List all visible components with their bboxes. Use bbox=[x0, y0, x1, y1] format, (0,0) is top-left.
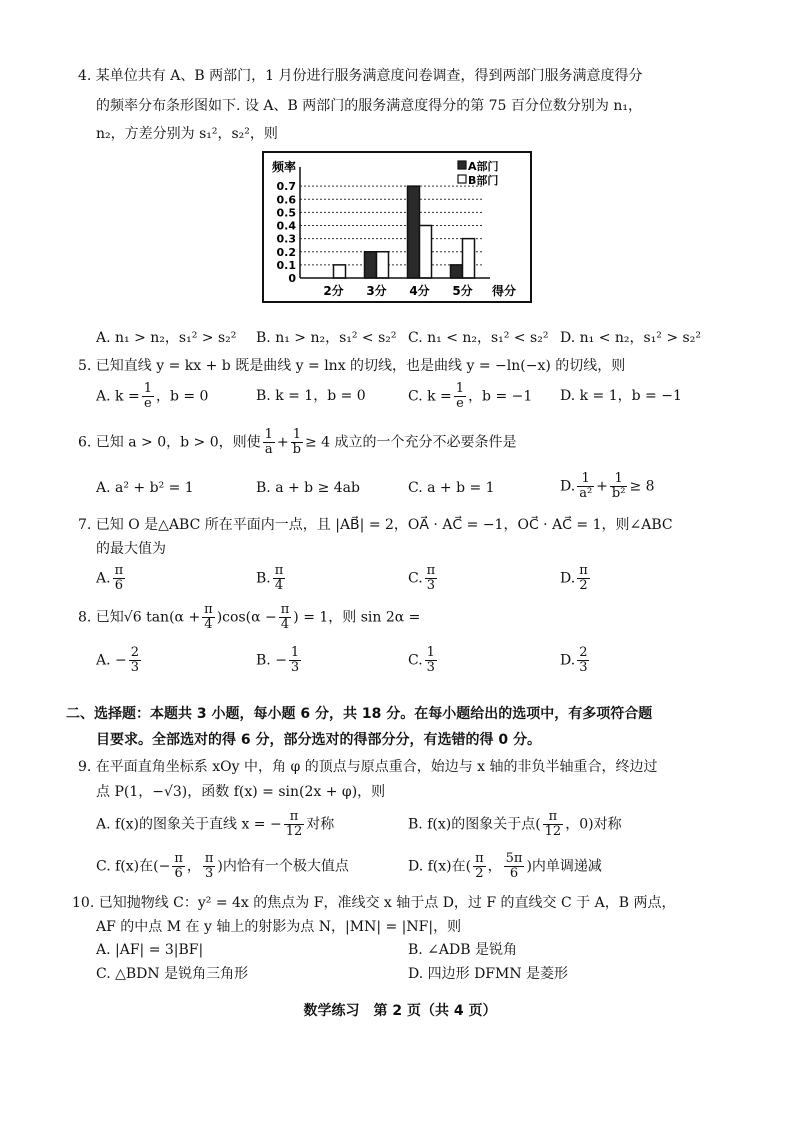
q6-option-a: A. a² + b² = 1 bbox=[96, 480, 194, 496]
q4-stem-line1: 4. 某单位共有 A、B 两部门，1 月份进行服务满意度问卷调查，得到两部门服务满意度得分 bbox=[78, 68, 643, 84]
q9-option-b: B. f(x)的图象关于点( $\frac{\pi}{12}$ ，0)对称 bbox=[408, 809, 622, 839]
q4-stem-line2: 的频率分布条形图如下. 设 A、B 两部门的服务满意度得分的第 75 百分位数分别为 n₁， bbox=[96, 98, 642, 114]
q6-option-c: C. a + b = 1 bbox=[408, 480, 495, 496]
legend-label: A部门 bbox=[468, 160, 499, 173]
q4-option-c: C. n₁ < n₂，s₁² < s₂² bbox=[408, 330, 549, 346]
y-tick-label: 0.5 bbox=[276, 206, 296, 220]
y-tick-label: 0.3 bbox=[276, 232, 296, 246]
q4-stem-line3: n₂，方差分别为 s₁²，s₂²，则 bbox=[96, 126, 278, 142]
q5-option-b: B. k = 1，b = 0 bbox=[256, 388, 366, 404]
q6-option-d: D. $\frac{1}{\text{a²}}$ + $\frac{1}{\text{b²}}$ ≥ 8 bbox=[560, 471, 655, 501]
q8-option-b: B. − $\frac{1}{3}$ bbox=[256, 645, 300, 675]
section2-title-line2: 目要求。全部选对的得 6 分，部分选对的得部分分，有选错的得 0 分。 bbox=[96, 732, 541, 748]
q7-option-c: C. $\frac{\pi}{3}$ bbox=[408, 563, 436, 593]
q4-option-b: B. n₁ > n₂，s₁² < s₂² bbox=[256, 330, 397, 346]
bar-a bbox=[408, 186, 420, 278]
q10-stem-line2: AF 的中点 M 在 y 轴上的射影为点 N，|MN| = |NF|，则 bbox=[96, 919, 462, 935]
q7-option-a: A. $\frac{\pi}{6}$ bbox=[96, 563, 124, 593]
section2-title-line1: 二、选择题：本题共 3 小题，每小题 6 分，共 18 分。在每小题给出的选项中，有多项符合题 bbox=[66, 706, 653, 722]
q9-stem-line2: 点 P(1，−√3)，函数 f(x) = sin(2x + φ)，则 bbox=[96, 784, 386, 800]
frequency-bar-chart bbox=[262, 151, 532, 303]
bar-b bbox=[377, 252, 389, 278]
q5-option-d: D. k = 1，b = −1 bbox=[560, 388, 682, 404]
chart-ylabel: 频率 bbox=[272, 160, 297, 174]
y-tick-label: 0.2 bbox=[276, 245, 296, 259]
q6-option-b: B. a + b ≥ 4ab bbox=[256, 480, 360, 496]
x-tick-label: 3分 bbox=[366, 284, 387, 298]
q5-option-c: C. k = $\frac{1}{e}$ ，b = −1 bbox=[408, 381, 533, 411]
q9-stem-line1: 9. 在平面直角坐标系 xOy 中，角 φ 的顶点与原点重合，始边与 x 轴的非负半轴重合，终边过 bbox=[78, 759, 658, 775]
q7-option-b: B. $\frac{\pi}{4}$ bbox=[256, 563, 284, 593]
y-tick-label: 0 bbox=[288, 272, 296, 285]
q8-option-a: A. − $\frac{2}{3}$ bbox=[96, 645, 140, 675]
bar-b bbox=[334, 265, 346, 278]
q7-stem-line2: 的最大值为 bbox=[96, 541, 166, 557]
y-tick-label: 0.4 bbox=[276, 219, 296, 233]
legend-swatch bbox=[458, 161, 466, 169]
bar-b bbox=[420, 226, 432, 279]
q4-option-d: D. n₁ < n₂，s₁² > s₂² bbox=[560, 330, 701, 346]
y-tick-label: 0.1 bbox=[276, 258, 296, 272]
q8-stem: 8. 已知√6 tan(α + $\frac{\pi}{4}$ )cos(α − $\frac{\pi}{4}$ ) = 1，则 sin 2α = bbox=[78, 602, 421, 632]
page-footer: 数学练习 第 2 页（共 4 页） bbox=[303, 1003, 497, 1019]
x-tick-label: 4分 bbox=[409, 284, 430, 298]
q8-option-d: D. $\frac{2}{3}$ bbox=[560, 645, 588, 675]
y-tick-label: 0.7 bbox=[276, 180, 296, 194]
q9-option-d: D. f(x)在( $\frac{\pi}{2}$ ， $\frac{5\pi}{6}$ )内单调递减 bbox=[408, 851, 602, 881]
legend-swatch bbox=[458, 175, 466, 183]
bar-a bbox=[451, 265, 463, 278]
q10-option-b: B. ∠ADB 是锐角 bbox=[408, 942, 517, 958]
q6-stem: 6. 已知 a > 0，b > 0，则使 $\frac{1}{a}$ + $\frac{1}{b}$ ≥ 4 成立的一个充分不必要条件是 bbox=[78, 427, 517, 457]
q10-option-c: C. △BDN 是锐角三角形 bbox=[96, 966, 249, 982]
q9-option-c: C. f(x)在(− $\frac{\pi}{6}$ ， $\frac{\pi}{3}$ )内恰有一个极大值点 bbox=[96, 851, 349, 881]
q8-option-c: C. $\frac{1}{3}$ bbox=[408, 645, 435, 675]
chart-xlabel: 得分 bbox=[492, 284, 517, 298]
q10-stem-line1: 10. 已知抛物线 C：y² = 4x 的焦点为 F，准线交 x 轴于点 D，过 F 的直线交 C 于 A，B 两点， bbox=[72, 895, 676, 911]
bar-a bbox=[365, 252, 377, 278]
y-tick-label: 0.6 bbox=[276, 193, 296, 207]
q10-option-a: A. |AF| = 3|BF| bbox=[96, 942, 204, 958]
q9-option-a: A. f(x)的图象关于直线 x = − $\frac{\pi}{12}$ 对称 bbox=[96, 809, 335, 839]
x-tick-label: 2分 bbox=[323, 284, 344, 298]
q5-stem: 5. 已知直线 y = kx + b 既是曲线 y = lnx 的切线，也是曲线 y = −ln(−x) 的切线，则 bbox=[78, 358, 626, 374]
x-tick-label: 5分 bbox=[452, 284, 473, 298]
q5-option-a: A. k = $\frac{1}{e}$ ，b = 0 bbox=[96, 381, 209, 411]
q10-option-d: D. 四边形 DFMN 是菱形 bbox=[408, 966, 569, 982]
q7-stem-line1: 7. 已知 O 是△ABC 所在平面内一点，且 |AB⃗| = 2，OA⃗ · AC⃗ = −1，OC⃗ · AC⃗ = 1，则∠ABC bbox=[78, 517, 673, 533]
bar-b bbox=[463, 239, 475, 278]
q4-option-a: A. n₁ > n₂，s₁² > s₂² bbox=[96, 330, 237, 346]
legend-label: B部门 bbox=[468, 174, 499, 187]
q7-option-d: D. $\frac{\pi}{2}$ bbox=[560, 563, 588, 593]
